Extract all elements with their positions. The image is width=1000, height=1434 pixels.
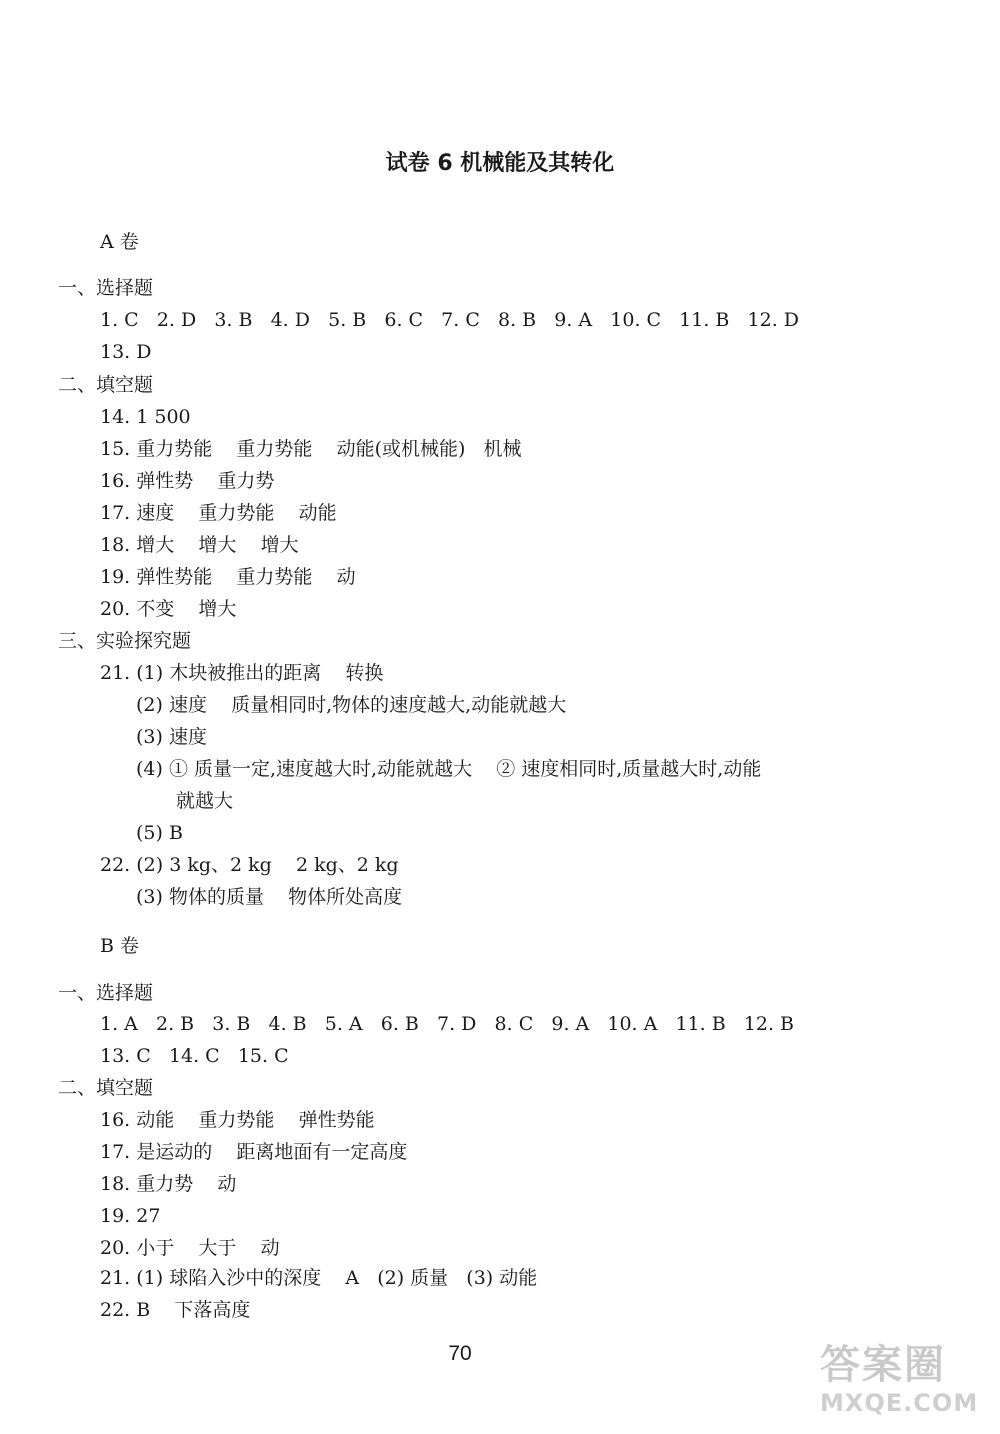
a-answer-21-4-cont: 就越大 bbox=[176, 790, 234, 812]
b-answer-17: 17. 是运动的 距离地面有一定高度 bbox=[100, 1141, 408, 1163]
section-a-exp-heading: 三、实验探究题 bbox=[58, 630, 192, 652]
a-answer-20: 20. 不变 增大 bbox=[100, 598, 237, 620]
b-choice-answers-line1: 1. A 2. B 3. B 4. B 5. A 6. B 7. D 8. C 9. A 10. A 11. B 12. B bbox=[100, 1013, 795, 1035]
b-answer-22: 22. B 下落高度 bbox=[100, 1299, 251, 1321]
a-answer-21-1: 21. (1) 木块被推出的距离 转换 bbox=[100, 662, 384, 684]
a-answer-16: 16. 弹性势 重力势 bbox=[100, 470, 275, 492]
a-answer-21-2: (2) 速度 质量相同时,物体的速度越大,动能就越大 bbox=[136, 694, 567, 716]
watermark-url: MXQE.COM bbox=[820, 1389, 979, 1417]
a-answer-17: 17. 速度 重力势能 动能 bbox=[100, 502, 337, 524]
page-number: 70 bbox=[448, 1342, 472, 1365]
a-answer-19: 19. 弹性势能 重力势能 动 bbox=[100, 566, 356, 588]
b-answer-20: 20. 小于 大于 动 bbox=[100, 1237, 280, 1259]
a-answer-21-4: (4) ① 质量一定,速度越大时,动能就越大 ② 速度相同时,质量越大时,动能 bbox=[136, 758, 762, 780]
watermark-logo bbox=[820, 1342, 995, 1428]
a-answer-22-2: 22. (2) 3 kg、2 kg 2 kg、2 kg bbox=[100, 854, 399, 876]
a-choice-answers-line2: 13. D bbox=[100, 341, 152, 363]
a-answer-21-5: (5) B bbox=[136, 822, 183, 844]
a-answer-22-3: (3) 物体的质量 物体所处高度 bbox=[136, 886, 403, 908]
section-b-heading: B 卷 bbox=[100, 935, 140, 957]
a-choice-answers-line1: 1. C 2. D 3. B 4. D 5. B 6. C 7. C 8. B 9. A 10. C 11. B 12. D bbox=[100, 309, 800, 331]
a-answer-15: 15. 重力势能 重力势能 动能(或机械能) 机械 bbox=[100, 438, 522, 460]
b-answer-16: 16. 动能 重力势能 弹性势能 bbox=[100, 1109, 375, 1131]
section-a-fill-heading: 二、填空题 bbox=[58, 374, 154, 396]
section-a-heading: A 卷 bbox=[100, 231, 139, 253]
page-title: 试卷 6 机械能及其转化 bbox=[385, 151, 615, 176]
a-answer-18: 18. 增大 增大 增大 bbox=[100, 534, 299, 556]
b-choice-answers-line2: 13. C 14. C 15. C bbox=[100, 1045, 289, 1067]
section-b-fill-heading: 二、填空题 bbox=[58, 1077, 154, 1099]
section-b-choice-heading: 一、选择题 bbox=[58, 982, 154, 1004]
watermark-logo-text: 答案圈 bbox=[820, 1342, 946, 1388]
section-a-choice-heading: 一、选择题 bbox=[58, 277, 154, 299]
a-answer-14: 14. 1 500 bbox=[100, 406, 191, 428]
a-answer-21-3: (3) 速度 bbox=[136, 726, 207, 748]
b-answer-19: 19. 27 bbox=[100, 1205, 161, 1227]
b-answer-18: 18. 重力势 动 bbox=[100, 1173, 237, 1195]
b-answer-21: 21. (1) 球陷入沙中的深度 A (2) 质量 (3) 动能 bbox=[100, 1267, 538, 1289]
